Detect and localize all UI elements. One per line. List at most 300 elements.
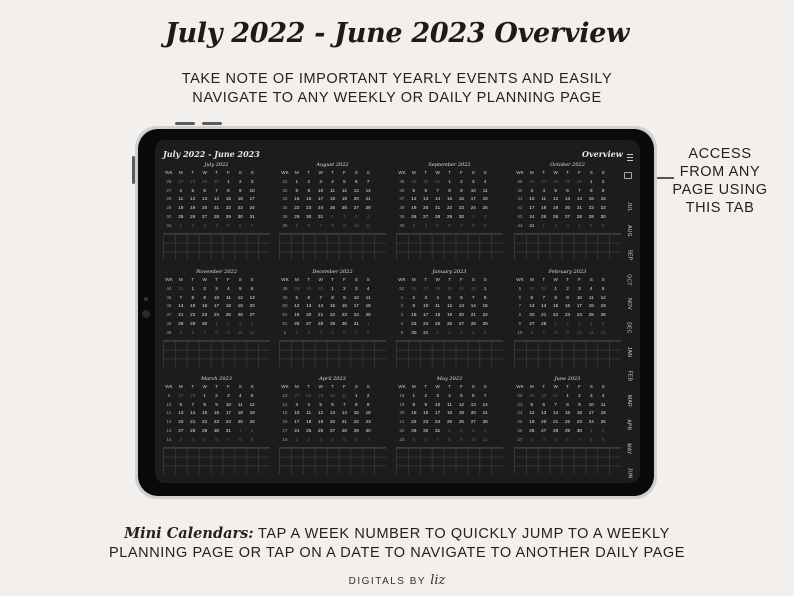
date-cell[interactable]: 13 <box>458 303 464 309</box>
date-cell[interactable]: 7 <box>483 392 487 398</box>
date-cell[interactable]: 21 <box>482 410 488 416</box>
week-number[interactable]: 30 <box>166 213 172 219</box>
date-cell[interactable]: 11 <box>365 294 371 300</box>
date-cell[interactable]: 19 <box>249 410 255 416</box>
date-cell[interactable]: 9 <box>460 187 463 193</box>
date-cell[interactable]: 24 <box>470 205 476 211</box>
week-number[interactable]: 19 <box>399 401 405 407</box>
date-cell[interactable]: 30 <box>213 427 220 433</box>
date-cell[interactable]: 9 <box>307 187 310 193</box>
date-cell[interactable]: 20 <box>458 312 464 318</box>
date-cell[interactable]: 3 <box>227 392 230 398</box>
date-cell[interactable]: 5 <box>530 401 534 407</box>
week-number[interactable]: 10 <box>517 329 523 335</box>
date-cell[interactable]: 24 <box>529 213 535 219</box>
date-cell[interactable]: 3 <box>319 436 322 442</box>
date-cell[interactable]: 31 <box>541 285 547 291</box>
date-cell[interactable]: 13 <box>529 303 535 309</box>
week-number[interactable]: 39 <box>517 178 523 184</box>
date-cell[interactable]: 5 <box>460 392 463 398</box>
date-cell[interactable]: 15 <box>553 303 559 309</box>
date-cell[interactable]: 20 <box>249 303 255 309</box>
date-cell[interactable]: 7 <box>578 187 581 193</box>
date-cell[interactable]: 29 <box>411 427 417 433</box>
date-cell[interactable]: 2 <box>483 213 487 219</box>
date-cell[interactable]: 15 <box>446 196 453 202</box>
date-cell[interactable]: 31 <box>529 222 535 228</box>
date-cell[interactable]: 9 <box>460 436 463 442</box>
date-cell[interactable]: 29 <box>446 285 453 291</box>
date-cell[interactable]: 3 <box>295 401 299 407</box>
date-cell[interactable]: 26 <box>237 312 243 318</box>
date-cell[interactable]: 8 <box>215 329 218 335</box>
date-cell[interactable]: 5 <box>203 436 206 442</box>
date-cell[interactable]: 7 <box>436 187 439 193</box>
date-cell[interactable]: 14 <box>178 303 184 309</box>
date-cell[interactable]: 1 <box>448 178 451 184</box>
date-cell[interactable]: 27 <box>329 427 336 433</box>
week-number[interactable]: 50 <box>282 303 288 309</box>
date-cell[interactable]: 29 <box>202 178 208 184</box>
date-cell[interactable]: 12 <box>553 196 559 202</box>
date-cell[interactable]: 22 <box>553 312 559 318</box>
date-cell[interactable]: 9 <box>227 329 230 335</box>
month-tab[interactable] <box>618 389 640 413</box>
date-cell[interactable]: 28 <box>541 320 547 326</box>
date-cell[interactable]: 11 <box>330 187 335 193</box>
notes-grid[interactable] <box>163 233 270 260</box>
notes-grid[interactable] <box>514 340 621 367</box>
week-number[interactable]: 46 <box>166 303 172 309</box>
date-cell[interactable]: 2 <box>343 213 346 219</box>
date-cell[interactable]: 2 <box>460 178 463 184</box>
date-cell[interactable]: 4 <box>215 222 218 228</box>
date-cell[interactable]: 6 <box>530 294 534 300</box>
date-cell[interactable]: 5 <box>319 401 322 407</box>
date-cell[interactable]: 2 <box>554 222 557 228</box>
week-number[interactable]: 1 <box>283 329 287 335</box>
date-cell[interactable]: 29 <box>564 178 571 184</box>
date-cell[interactable]: 30 <box>423 427 429 433</box>
month-tab[interactable] <box>618 292 640 316</box>
week-number[interactable]: 51 <box>282 312 288 318</box>
date-cell[interactable]: 1 <box>355 392 358 398</box>
date-cell[interactable]: 10 <box>588 401 594 407</box>
date-cell[interactable]: 20 <box>423 205 429 211</box>
date-cell[interactable]: 20 <box>329 419 336 425</box>
date-cell[interactable]: 27 <box>529 320 535 326</box>
date-cell[interactable]: 16 <box>576 410 582 416</box>
date-cell[interactable]: 30 <box>365 427 371 433</box>
date-cell[interactable]: 19 <box>458 410 464 416</box>
date-cell[interactable]: 28 <box>213 213 220 219</box>
date-cell[interactable]: 4 <box>436 294 439 300</box>
date-cell[interactable]: 10 <box>435 401 441 407</box>
date-cell[interactable]: 28 <box>482 419 488 425</box>
date-cell[interactable]: 5 <box>250 392 254 398</box>
date-cell[interactable]: 29 <box>564 427 571 433</box>
date-cell[interactable]: 3 <box>307 329 310 335</box>
date-cell[interactable]: 7 <box>366 436 370 442</box>
date-cell[interactable]: 4 <box>483 178 487 184</box>
date-cell[interactable]: 24 <box>435 419 441 425</box>
date-cell[interactable]: 18 <box>588 303 594 309</box>
date-cell[interactable]: 29 <box>306 285 312 291</box>
date-cell[interactable]: 7 <box>319 294 322 300</box>
date-cell[interactable]: 13 <box>329 410 336 416</box>
date-cell[interactable]: 4 <box>424 222 427 228</box>
date-cell[interactable]: 19 <box>600 303 606 309</box>
date-cell[interactable]: 4 <box>542 436 545 442</box>
date-cell[interactable]: 24 <box>294 427 300 433</box>
date-cell[interactable]: 14 <box>576 196 582 202</box>
date-cell[interactable]: 3 <box>460 329 463 335</box>
date-cell[interactable]: 2 <box>460 427 463 433</box>
week-number[interactable]: 16 <box>282 419 288 425</box>
date-cell[interactable]: 25 <box>446 419 453 425</box>
date-cell[interactable]: 7 <box>436 436 439 442</box>
date-cell[interactable]: 18 <box>541 205 547 211</box>
date-cell[interactable]: 10 <box>423 303 429 309</box>
date-cell[interactable]: 28 <box>190 392 196 398</box>
date-cell[interactable]: 1 <box>436 329 439 335</box>
date-cell[interactable]: 2 <box>424 392 427 398</box>
date-cell[interactable]: 30 <box>213 178 220 184</box>
date-cell[interactable]: 18 <box>435 312 441 318</box>
week-number[interactable]: 44 <box>166 285 172 291</box>
date-cell[interactable]: 17 <box>353 303 359 309</box>
date-cell[interactable]: 14 <box>365 187 371 193</box>
date-cell[interactable]: 8 <box>355 401 358 407</box>
date-cell[interactable]: 1 <box>542 222 545 228</box>
date-cell[interactable]: 7 <box>578 436 581 442</box>
week-number[interactable]: 13 <box>166 427 172 433</box>
date-cell[interactable]: 25 <box>588 312 594 318</box>
date-cell[interactable]: 31 <box>435 178 441 184</box>
date-cell[interactable]: 21 <box>213 205 220 211</box>
date-cell[interactable]: 11 <box>365 222 371 228</box>
month-name[interactable]: October 2022 <box>550 162 585 168</box>
date-cell[interactable]: 25 <box>178 213 184 219</box>
date-cell[interactable]: 13 <box>306 303 312 309</box>
date-cell[interactable]: 7 <box>179 294 183 300</box>
date-cell[interactable]: 11 <box>482 187 488 193</box>
date-cell[interactable]: 3 <box>566 222 569 228</box>
date-cell[interactable]: 25 <box>237 419 243 425</box>
week-number[interactable]: 21 <box>399 419 405 425</box>
month-name[interactable]: January 2023 <box>432 269 467 275</box>
date-cell[interactable]: 27 <box>541 427 547 433</box>
date-cell[interactable]: 14 <box>435 196 441 202</box>
week-number[interactable]: 41 <box>517 196 523 202</box>
date-cell[interactable]: 5 <box>554 436 557 442</box>
date-cell[interactable]: 27 <box>294 392 300 398</box>
date-cell[interactable]: 29 <box>529 392 535 398</box>
date-cell[interactable]: 10 <box>353 294 359 300</box>
date-cell[interactable]: 29 <box>588 213 594 219</box>
date-cell[interactable]: 29 <box>225 213 231 219</box>
date-cell[interactable]: 26 <box>294 320 300 326</box>
date-cell[interactable]: 10 <box>353 222 359 228</box>
date-cell[interactable]: 21 <box>553 419 559 425</box>
date-cell[interactable]: 5 <box>554 187 557 193</box>
date-cell[interactable]: 5 <box>448 294 451 300</box>
date-cell[interactable]: 25 <box>329 205 336 211</box>
date-cell[interactable]: 22 <box>564 419 571 425</box>
date-cell[interactable]: 4 <box>590 320 593 326</box>
date-cell[interactable]: 28 <box>190 427 196 433</box>
date-cell[interactable]: 26 <box>446 320 453 326</box>
week-number[interactable]: 38 <box>399 205 405 211</box>
week-number[interactable]: 40 <box>399 222 405 228</box>
date-cell[interactable]: 2 <box>191 222 194 228</box>
date-cell[interactable]: 16 <box>202 303 208 309</box>
date-cell[interactable]: 19 <box>446 312 453 318</box>
date-cell[interactable]: 26 <box>411 285 417 291</box>
date-cell[interactable]: 23 <box>237 205 243 211</box>
date-cell[interactable]: 9 <box>343 294 346 300</box>
date-cell[interactable]: 7 <box>250 222 254 228</box>
date-cell[interactable]: 14 <box>190 410 196 416</box>
date-cell[interactable]: 8 <box>239 436 242 442</box>
date-cell[interactable]: 13 <box>423 196 429 202</box>
week-number[interactable]: 49 <box>282 294 288 300</box>
date-cell[interactable]: 28 <box>576 213 582 219</box>
date-cell[interactable]: 31 <box>353 320 359 326</box>
date-cell[interactable]: 10 <box>318 187 324 193</box>
date-cell[interactable]: 26 <box>458 419 464 425</box>
date-cell[interactable]: 13 <box>249 294 255 300</box>
date-cell[interactable]: 16 <box>341 303 347 309</box>
date-cell[interactable]: 27 <box>178 427 184 433</box>
date-cell[interactable]: 31 <box>470 285 476 291</box>
overview-tab-icon[interactable] <box>624 172 632 179</box>
date-cell[interactable]: 3 <box>355 213 358 219</box>
week-number[interactable]: 1 <box>400 294 404 300</box>
date-cell[interactable]: 22 <box>329 312 336 318</box>
date-cell[interactable]: 17 <box>225 410 231 416</box>
date-cell[interactable]: 16 <box>423 410 429 416</box>
week-number[interactable]: 2 <box>400 303 404 309</box>
date-cell[interactable]: 14 <box>213 196 220 202</box>
date-cell[interactable]: 7 <box>355 329 358 335</box>
date-cell[interactable]: 1 <box>566 392 569 398</box>
date-cell[interactable]: 23 <box>576 419 582 425</box>
date-cell[interactable]: 28 <box>553 427 559 433</box>
date-cell[interactable]: 8 <box>566 401 569 407</box>
week-number[interactable]: 5 <box>518 285 522 291</box>
date-cell[interactable]: 31 <box>423 329 429 335</box>
date-cell[interactable]: 1 <box>191 285 194 291</box>
date-cell[interactable]: 26 <box>529 178 535 184</box>
date-cell[interactable]: 5 <box>295 294 299 300</box>
date-cell[interactable]: 7 <box>203 329 206 335</box>
date-cell[interactable]: 1 <box>412 392 416 398</box>
date-cell[interactable]: 28 <box>318 320 324 326</box>
date-cell[interactable]: 4 <box>483 427 487 433</box>
date-cell[interactable]: 22 <box>190 312 196 318</box>
date-cell[interactable]: 14 <box>553 410 559 416</box>
date-cell[interactable]: 7 <box>191 401 194 407</box>
week-number[interactable]: 43 <box>517 213 523 219</box>
date-cell[interactable]: 9 <box>412 303 416 309</box>
date-cell[interactable]: 22 <box>294 205 300 211</box>
date-cell[interactable]: 30 <box>529 285 535 291</box>
date-cell[interactable]: 15 <box>225 196 231 202</box>
date-cell[interactable]: 1 <box>590 178 593 184</box>
date-cell[interactable]: 9 <box>601 187 605 193</box>
date-cell[interactable]: 3 <box>472 178 475 184</box>
date-cell[interactable]: 12 <box>529 410 535 416</box>
month-tab[interactable] <box>618 243 640 267</box>
date-cell[interactable]: 2 <box>343 285 346 291</box>
date-cell[interactable]: 6 <box>448 222 451 228</box>
date-cell[interactable]: 13 <box>564 196 571 202</box>
date-cell[interactable]: 6 <box>424 187 427 193</box>
date-cell[interactable]: 8 <box>590 187 593 193</box>
date-cell[interactable]: 16 <box>237 196 243 202</box>
week-number[interactable]: 33 <box>282 196 288 202</box>
date-cell[interactable]: 14 <box>341 410 347 416</box>
notes-grid[interactable] <box>396 340 503 367</box>
date-cell[interactable]: 8 <box>554 294 557 300</box>
date-cell[interactable]: 9 <box>483 222 487 228</box>
week-number[interactable]: 14 <box>166 436 172 442</box>
date-cell[interactable]: 10 <box>249 187 255 193</box>
date-cell[interactable]: 15 <box>411 410 417 416</box>
date-cell[interactable]: 29 <box>446 213 453 219</box>
date-cell[interactable]: 9 <box>250 436 254 442</box>
week-number[interactable]: 10 <box>166 401 172 407</box>
date-cell[interactable]: 9 <box>366 401 370 407</box>
date-cell[interactable]: 10 <box>529 196 535 202</box>
date-cell[interactable]: 29 <box>294 213 300 219</box>
week-number[interactable]: 22 <box>399 427 405 433</box>
date-cell[interactable]: 24 <box>225 419 231 425</box>
week-number[interactable]: 22 <box>517 392 523 398</box>
date-cell[interactable]: 31 <box>553 392 559 398</box>
date-cell[interactable]: 24 <box>249 205 255 211</box>
notes-grid[interactable] <box>163 447 270 474</box>
notes-grid[interactable] <box>279 447 386 474</box>
date-cell[interactable]: 4 <box>366 285 370 291</box>
date-cell[interactable]: 9 <box>215 401 218 407</box>
date-cell[interactable]: 2 <box>203 285 206 291</box>
week-number[interactable]: 35 <box>282 213 288 219</box>
date-cell[interactable]: 7 <box>366 178 370 184</box>
month-tab[interactable] <box>618 364 640 388</box>
date-cell[interactable]: 23 <box>423 419 429 425</box>
date-cell[interactable]: 16 <box>365 410 371 416</box>
week-number[interactable]: 52 <box>399 285 405 291</box>
week-number[interactable]: 15 <box>282 410 288 416</box>
date-cell[interactable]: 11 <box>588 329 594 335</box>
screen-title[interactable]: July 2022 - June 2023 <box>163 149 260 159</box>
date-cell[interactable]: 21 <box>576 205 582 211</box>
date-cell[interactable]: 24 <box>588 419 594 425</box>
date-cell[interactable]: 18 <box>600 410 606 416</box>
date-cell[interactable]: 28 <box>470 320 476 326</box>
date-cell[interactable]: 17 <box>529 205 535 211</box>
date-cell[interactable]: 7 <box>215 187 218 193</box>
date-cell[interactable]: 30 <box>541 392 547 398</box>
date-cell[interactable]: 2 <box>578 392 581 398</box>
week-number[interactable]: 9 <box>518 320 522 326</box>
date-cell[interactable]: 6 <box>355 436 358 442</box>
date-cell[interactable]: 3 <box>412 222 416 228</box>
date-cell[interactable]: 27 <box>458 320 464 326</box>
date-cell[interactable]: 28 <box>435 213 441 219</box>
date-cell[interactable]: 9 <box>578 401 581 407</box>
week-number[interactable]: 17 <box>282 427 288 433</box>
date-cell[interactable]: 18 <box>178 205 184 211</box>
date-cell[interactable]: 3 <box>424 294 427 300</box>
date-cell[interactable]: 2 <box>412 294 416 300</box>
date-cell[interactable]: 23 <box>365 419 371 425</box>
date-cell[interactable]: 22 <box>411 419 417 425</box>
date-cell[interactable]: 8 <box>331 222 334 228</box>
date-cell[interactable]: 26 <box>249 419 255 425</box>
date-cell[interactable]: 31 <box>341 392 347 398</box>
date-cell[interactable]: 17 <box>435 410 441 416</box>
date-cell[interactable]: 22 <box>225 205 231 211</box>
date-cell[interactable]: 11 <box>306 410 312 416</box>
date-cell[interactable]: 26 <box>341 205 347 211</box>
week-number[interactable]: 44 <box>517 222 523 228</box>
date-cell[interactable]: 6 <box>307 294 310 300</box>
date-cell[interactable]: 30 <box>458 213 464 219</box>
date-cell[interactable]: 8 <box>412 401 416 407</box>
date-cell[interactable]: 16 <box>564 303 571 309</box>
date-cell[interactable]: 1 <box>203 392 206 398</box>
date-cell[interactable]: 9 <box>424 401 427 407</box>
date-cell[interactable]: 21 <box>318 312 324 318</box>
date-cell[interactable]: 18 <box>306 419 312 425</box>
date-cell[interactable]: 5 <box>601 320 605 326</box>
week-number[interactable]: 23 <box>399 436 405 442</box>
date-cell[interactable]: 16 <box>411 312 417 318</box>
date-cell[interactable]: 2 <box>566 285 569 291</box>
date-cell[interactable]: 17 <box>213 303 220 309</box>
date-cell[interactable]: 29 <box>482 320 488 326</box>
date-cell[interactable]: 5 <box>412 187 416 193</box>
date-cell[interactable]: 27 <box>202 213 208 219</box>
date-cell[interactable]: 10 <box>576 294 582 300</box>
date-cell[interactable]: 22 <box>202 419 208 425</box>
date-cell[interactable]: 16 <box>458 196 464 202</box>
month-name[interactable]: August 2022 <box>316 162 349 168</box>
date-cell[interactable]: 5 <box>436 222 439 228</box>
date-cell[interactable]: 20 <box>564 205 571 211</box>
notes-grid[interactable] <box>396 447 503 474</box>
date-cell[interactable]: 1 <box>483 285 487 291</box>
date-cell[interactable]: 6 <box>424 436 427 442</box>
date-cell[interactable]: 30 <box>411 329 417 335</box>
date-cell[interactable]: 23 <box>202 312 208 318</box>
week-number[interactable]: 9 <box>167 392 171 398</box>
date-cell[interactable]: 4 <box>448 392 451 398</box>
date-cell[interactable]: 19 <box>529 419 535 425</box>
date-cell[interactable]: 17 <box>294 419 300 425</box>
month-tab[interactable] <box>618 195 640 219</box>
week-number[interactable]: 12 <box>166 419 172 425</box>
date-cell[interactable]: 21 <box>435 205 441 211</box>
date-cell[interactable]: 27 <box>423 213 429 219</box>
date-cell[interactable]: 17 <box>318 196 324 202</box>
date-cell[interactable]: 3 <box>179 436 183 442</box>
week-number[interactable]: 23 <box>517 401 523 407</box>
week-number[interactable]: 47 <box>166 312 172 318</box>
